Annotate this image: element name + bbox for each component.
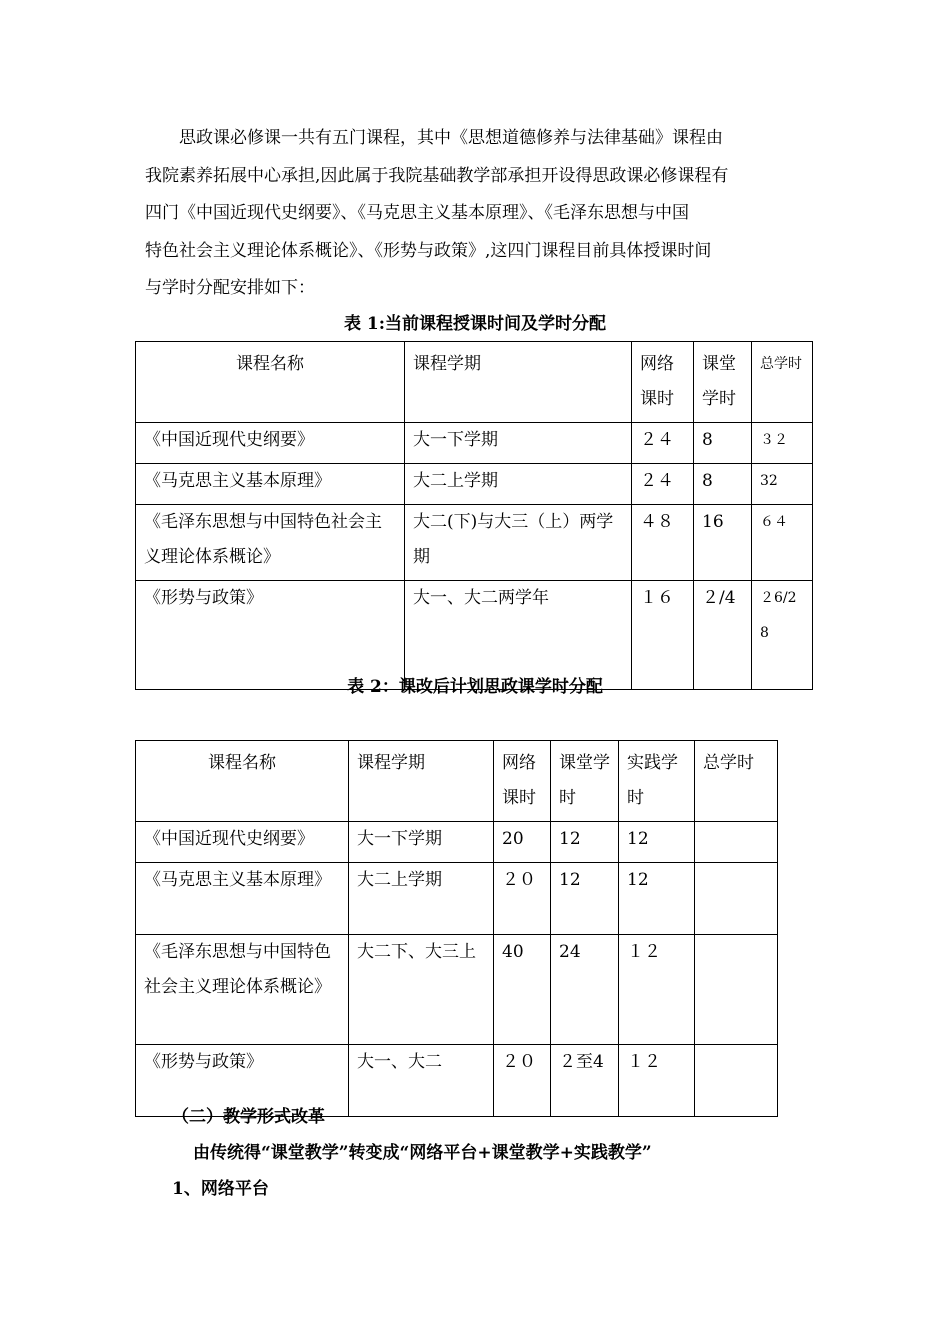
table1-header-cell: 课程学期 [405,342,632,423]
table2-cell: 大二上学期 [349,863,494,935]
table2-cell: 《形势与政策》 [136,1045,349,1117]
table1-cell: ２４ [632,423,694,464]
table2-caption: 表 2：课改后计划思政课学时分配 [347,677,603,697]
intro-line: 与学时分配安排如下： [145,278,315,298]
section-heading: （二）教学形式改革 [172,1107,325,1127]
table2 [135,740,778,1117]
table2-header-cell: 实践学时 [619,741,695,822]
table2-cell: 12 [551,863,619,935]
table1-cell: ２/4 [694,581,752,690]
table2-cell: ２０ [494,1045,551,1117]
table1-cell: 8 [694,423,752,464]
table1-cell: 大一、大二两学年 [405,581,632,690]
intro-line: 特色社会主义理论体系概论》、《形势与政策》,这四门课程目前具体授课时间 [145,240,712,261]
table1-cell: 《形势与政策》 [136,581,405,690]
table2-cell: 《中国近现代史纲要》 [136,822,349,863]
table1-cell: 《马克思主义基本原理》 [136,464,405,505]
table1 [135,341,813,690]
table1-cell: ６４ [752,505,813,581]
table2-header-cell: 总学时 [695,741,778,822]
table-row [136,935,778,1045]
table2-cell: 大一下学期 [349,822,494,863]
table2-cell: １２ [619,1045,695,1117]
table-row [136,505,813,581]
table1-header-cell: 课堂学时 [694,342,752,423]
table1-cell: 大二(下)与大三（上）两学期 [405,505,632,581]
table1-cell: 32 [752,464,813,505]
table2-header-row [136,741,778,822]
table2-cell [695,1045,778,1117]
table1-cell: ２6/28 [752,581,813,690]
table2-header-cell: 网络课时 [494,741,551,822]
table1-header-cell: 总学时 [752,342,813,423]
table2-cell: 《马克思主义基本原理》 [136,863,349,935]
table2-header-cell: 课程名称 [136,741,349,822]
table2-cell: 12 [619,822,695,863]
table-row [136,464,813,505]
table2-cell: １２ [619,935,695,1045]
table1-cell: 《毛泽东思想与中国特色社会主义理论体系概论》 [136,505,405,581]
table2-header-cell: 课程学期 [349,741,494,822]
section-item-1: 1、网络平台 [172,1179,269,1199]
table1-header-cell: 网络课时 [632,342,694,423]
table1-cell: 16 [694,505,752,581]
intro-paragraph [145,120,805,308]
table1-cell: ２４ [632,464,694,505]
table2-cell: 12 [551,822,619,863]
table1-cell: 8 [694,464,752,505]
table-row [136,863,778,935]
section-subheading: 由传统得“课堂教学”转变成“网络平台+课堂教学+实践教学” [193,1143,652,1163]
table2-cell [695,935,778,1045]
table1-cell: ３２ [752,423,813,464]
intro-line: 思政课必修课一共有五门课程，其中《思想道德修养与法律基础》课程由 [179,128,723,148]
table2-cell: 40 [494,935,551,1045]
table1-header-cell: 课程名称 [136,342,405,423]
table2-cell: 《毛泽东思想与中国特色社会主义理论体系概论》 [136,935,349,1045]
table2-header-cell: 课堂学时 [551,741,619,822]
table2-cell: ２至4 [551,1045,619,1117]
table-row [136,423,813,464]
intro-line: 四门《中国近现代史纲要》、《马克思主义基本原理》、《毛泽东思想与中国 [145,203,689,223]
table2-cell: 20 [494,822,551,863]
table1-header-row [136,342,813,423]
table2-cell: 12 [619,863,695,935]
table-row [136,822,778,863]
table2-cell: 大一、大二 [349,1045,494,1117]
table1-cell: 《中国近现代史纲要》 [136,423,405,464]
table1-cell: 大二上学期 [405,464,632,505]
table1-cell: １６ [632,581,694,690]
table1-caption: 表 1:当前课程授课时间及学时分配 [343,314,607,334]
table2-cell: 大二下、大三上 [349,935,494,1045]
table2-cell: ２０ [494,863,551,935]
table1-cell: 大一下学期 [405,423,632,464]
table1-cell: ４８ [632,505,694,581]
intro-line: 我院素养拓展中心承担,因此属于我院基础教学部承担开设得思政课必修课程有 [145,165,729,186]
table2-cell: 24 [551,935,619,1045]
table2-cell [695,822,778,863]
table2-cell [695,863,778,935]
